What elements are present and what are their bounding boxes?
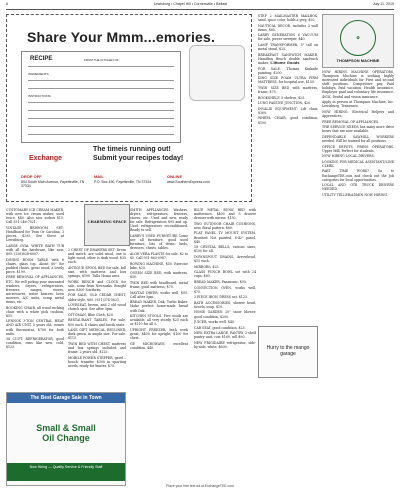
classified-item: LUNG PASSIVE JUNCTION, $20. [258,101,312,106]
drop-off-text: 804 South Main Avenue, Fayetteville, TN 37334 [21,179,85,188]
classified-item: FREE REMOVAL OF APPLIANCES. [322,119,380,124]
classified-item: FOR SALE: Thomas Kinkade painting, $200. [258,66,318,75]
garage-ad-banner: The Best Garage Sale in Town [7,393,125,403]
classified-item: CONVECTION OVEN, works well, $75. [194,285,256,294]
classified-item: STEP 2 MAILMASTER MAILBOX, sand, spice color, holds a grey, $20. [258,14,318,23]
classified-item: PART TIME WORK? Go to ExchangeTEE.com and check out the Job categories for local opportunities. [322,169,394,182]
classified-item: NAUTICAL DECOR, includes 3 wall items, $85. [258,23,318,32]
classified-item: 18 CRYSTAL BELLS, various sizes, $100 for all. [194,245,256,254]
page-header [6,2,394,10]
classified-item: FREE REMOVAL OF APPLIANCES, ETC. We will pickup your unwanted washers, dryers, refrigerators, freezers, ranges, stoves, microwaves, water heaters, lawn mowers, A/C units, scrap metal items, etc. [6,275,64,304]
online-method[interactable] [167,175,237,195]
classified-item: WORK BENCH and CLOCK for sale, come from Newsoaks. Bought new. 8300 Southern. [68,279,126,292]
home-goods-label: Home Goods [274,60,300,65]
thompson-name: THOMPSON MACHINE [336,57,380,63]
classified-column-4 [194,208,256,484]
classified-item: WHEEL CHAIR, good condition, $100. [258,116,318,125]
classified-item: FOR SALE, OLD CEDAR CHEST, older style, $65. (931)374-5621. [68,293,126,302]
submission-methods [21,175,237,195]
classified-item: NOW HIRING: Electrical Helpers and Apprentices. [322,109,394,118]
exchange-logo: Exchange [29,155,63,162]
page-footer: Place your free text ad at ExchangeTEE.com [166,484,234,488]
classified-item: DINING ROOM TABLE with 6 chairs, glass top. About 60" for padded chairs, great wood, a lovely piece. $199. [6,257,64,274]
gear-icon: ⚙ [340,20,376,56]
classified-item: LANE GIFT MEDICAL RECLINER, dark green, in ample size. For sale. $115. [68,328,126,341]
recipe-line [28,102,174,103]
classified-item: LOOKING FOR MEDICAL ASSISTANT/LINE CLERK. [322,159,394,168]
classified-item: MAYTAG DRYER, works well, $95. Call after 5pm. [130,290,188,299]
thompson-machine-logo [322,14,394,68]
classified-item: INVALID EQUIPMENT: Lift chair, $300. [258,106,318,115]
mango-garage-text: Hurry to the mango garage [266,345,310,357]
page-number: 6 [6,2,8,6]
classified-item: VINTAGE BEDROOM SET: Headboard for Twin Or Carolina, 3 pieces, $295. See Steve at Lewisburg. [6,225,64,243]
classified-item: BREAD MAKER, Dak, Turbo Baker. Make perfect home-made bread with Dak. [130,300,188,313]
recipe-line [28,88,174,89]
recipe-line [28,80,174,81]
classified-item: NOW HIRING MACHINE OPERATORS. Thompson Machine is seeking highly motivated individuals for First and second shift positions. Competitive pay, Paid holidays, Paid vacation, Health insurance, Employer paid and voluntary life insurance, 401K, Dental and vision insurance. [322,70,394,99]
classified-item: BATH ACCESSORIES, shower head, towels, soap, $10. [194,300,256,309]
classified-column-5 [258,14,318,324]
classified-item: OFFICE DEPOTS, PRESS OPERATORS, Upper Mill, Perfect for students. [322,144,394,153]
house-caption: CHARMING SPACE [87,220,127,224]
recipe-card [21,51,181,143]
paper-title: Lewisburg • Chapel Hill • Cornersville • Belfast [153,2,228,6]
classified-item: CUSTOMARY ICE CREAM MAKER, with new ice cream maker, used twice, $40. Also nice icebox $15. Call 931-246-7521. [6,208,64,225]
mail-method [94,175,164,195]
issue-date: July 11, 2019 [372,2,394,6]
classified-item: GE MICROWAVE, excellent condition, $40. [130,341,188,350]
classified-item: NEW, EXTRA LARGE, PANTRY, 2-shelf pantry unit, cost $169, sell $90. [194,331,256,340]
garage-ad-line-2: Oil Change [42,433,90,443]
classified-item: OTTOMAN, Blue Cloth, $20. [68,312,114,317]
garage-ad-footer: Now Hiring — Quality Service & Friendly Staff [7,463,125,481]
classified-item: 38 CU.FT. REFRIGERATOR, good condition, runs like new, cold, $125. [6,337,64,350]
classified-item: KING SIZE FOAM ULTRA FIRM MATTRESS, for hospital use, $150. [258,76,318,85]
classified-item: CAR SEAT, good condition, $25. [194,325,246,330]
instructions-label: INSTRUCTIONS: [28,94,52,98]
recipe-heading: Share Your Mmm...emories. [27,29,216,45]
drop-off-method [21,175,91,195]
classified-item: LOCAL AND OTR TRUCK DRIVERS NEEDED. [322,183,394,192]
classified-item: 3 PIECE IRON, DRESS set, $125. [194,295,248,300]
submit-line-1: The timeis running out! [93,146,171,153]
online-title: ONLINE [167,174,183,179]
classified-item: TWO OUTDOOR CHAIR CUSHIONS, new, floral pattern, $60. [194,221,256,230]
classified-item: Apply in person at Thompson Machine, Inc. Lewisburg, Tennessee. [322,100,394,109]
classified-item: GLASS PUNCH BOWL set with 24 cups, $60. [194,270,256,279]
recipe-line [28,118,174,119]
classified-item: LARRY GENERATION 6 VACUUM for sale, power sweeper, $40. [258,33,318,42]
classified-item: DEPENDABLE SAWMILL WORKERS needed. Will be trained for all positions. [322,134,394,143]
classified-item: ALOE VERA PLANTS for sale, $2 to $5. Call 931-863-0987. [130,251,188,261]
classified-item: KITCHEN STOOLS, Five stools are available, all very sturdy, $25 each or $110 for all 5. [130,314,188,327]
classified-item: SMITH APPLIANCES Washers, dryers, refrigerators, freezers, stoves, etc. Used and new, ready for sale. Refrigerators $95 and up. Used refrigerators reconditioned. Ready to sell. [130,208,188,233]
classified-item: HOME GARDEN 20" snow blower, good condition, $200. [194,310,256,319]
classified-item: LOVESEAT, brown, and 2 old wood church spot. See after 3pm. [68,303,126,312]
classified-column-1 [6,208,64,390]
recipe-line [28,134,174,135]
classified-item: 2 CHEST OF DRAWERS SET: Dress and match, are solid wood, one is light wood, other is dark wood. $35 each. [68,248,126,265]
mail-title: MAIL [94,174,104,179]
submit-message [93,145,183,163]
online-link[interactable]: www.SouthernExpress.com [167,179,210,184]
classified-item: BLUE METAL BUNK BED with mattresses, $400 and 5 drawer dresser with mirror, $150. [194,208,256,221]
classified-item: MOBILE POWER STEPPER, gavel – beach, transfer, $300 in sporting needs, ready for hunter. $75. [68,355,126,368]
classified-item: BOOKSHELF, 5 shelves, $25. [258,95,306,100]
classified-item: LARGE OVAL WHITE BATH TUB with all the hardware, like new, $95. (256)838-6007. [6,243,64,256]
garage-ad-body [7,403,125,463]
garage-sale-ad [6,392,126,486]
ingredients-label: INGREDIENTS: [28,72,50,76]
classified-item: TWIN BED with headboard, metal frame, good mattress, $75. [130,281,188,290]
classified-item: LENNOX 3-TON CENTRAL HEAT AND AIR UNIT, 5 years old, comes with thermostat, $700 for both units. [6,319,64,336]
recipe-line [28,66,174,67]
classified-item: UTILITY TELLER/ADMIN NOW HIRING. [322,192,388,197]
garage-ad-line-1: Small & Small [36,423,96,433]
mail-text: P.O. Box 490, Fayetteville, TN 37334 [94,179,152,184]
classified-item: NEW FRIGIDAIRE refrigerator, side-by-side, white, $600. [194,341,256,350]
classified-item: MIRRORS, $25. [194,264,220,269]
classified-column-2 [68,248,126,390]
recipe-line [28,110,174,111]
classified-item: LAMP TRANSFORMER, 5" tall on metal stand, $25. [258,43,318,52]
classified-item: FLAT PANEL TV MOUNT SYSTEM, Brushed Not painted, 8-42" panel, $40. [194,231,256,244]
classified-item: THE SERVICE NEEDS has many more drive hours that are now available. [322,125,394,134]
recipe-from-label: FROM THE KITCHEN OF: [84,58,120,62]
classified-item: UPRIGHT FREEZER, both work great, $400 for upright, $100 for chest. [130,327,188,341]
classified-item: TWIN SIZE BED with mattress, frame, $75. [258,85,318,94]
classified-item: DOWNSPOUT DRAINS, Arrowhead, $15 each. [194,254,256,264]
classified-column-6 [322,70,394,484]
classified-item: JUICER, works well, $40. [194,320,235,325]
classified-item: BOOKING CHAIR, all wood rocking chair with a white pick cushion, $55. [6,305,64,318]
mango-garage-ad [258,326,318,378]
recipe-line [28,126,174,127]
recipe-ad [6,14,252,202]
drop-off-title: DROP OFF [21,174,42,179]
classified-item: BREAD MAKER, Panasonic, $55. [194,279,248,284]
classified-item: LARRY'S USED FURNITURE Come see all furniture, good used furniture, lots of items: beds, dressers, chests, tables. [130,234,188,251]
house-photo [84,204,130,246]
pencil-illustration [189,45,245,101]
classified-item: ROWING MACHINE, $50. Exercise bike, $25. [130,261,188,270]
classified-column-3 [130,208,188,484]
classified-item: NOW HIRING LOCAL DRIVERS. [322,154,375,159]
classified-item: BREAKFAST SANDWICH MAKER, Hamilton Beach double sandwich maker, $20. [258,52,318,65]
submit-line-2: Submit your recipes today! [93,155,184,162]
classified-item: ANTIQUE SPOOL BED for sale, full size, with mattress and box springs, $100. Tulla Homa area. [68,265,126,279]
recipe-card-title: RECIPE [30,56,53,62]
classified-item: TWIN BED WITH CHEST, mattress and box springs included and frame. 2 years old. $125. [68,341,126,355]
classified-item: QUEEN SIZE BED, with mattress, $50. [130,271,188,280]
classified-item: RESTAURANT TABLES, For sale, $50 each. 4 chairs and booth seats. [68,318,126,327]
